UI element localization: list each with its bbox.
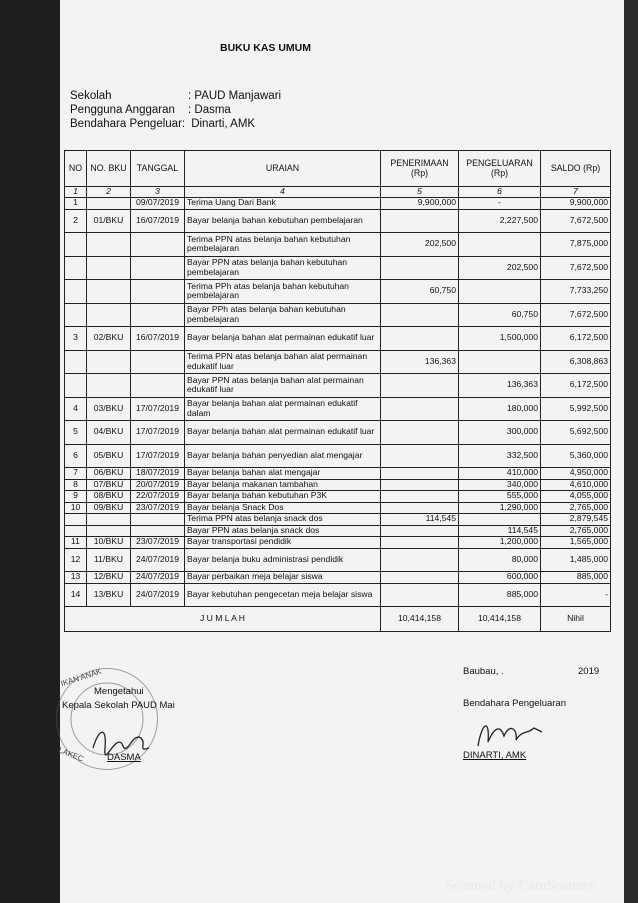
row-saldo: 6,172,500 (541, 327, 611, 351)
row-bku: 09/BKU (87, 502, 131, 514)
row-uraian: Bayar belanja bahan kebutuhan P3K (185, 491, 381, 503)
row-pengeluaran: 332,500 (459, 444, 541, 468)
row-pengeluaran: 1,500,000 (459, 327, 541, 351)
row-uraian: Bayar transportasi pendidik (185, 537, 381, 549)
row-pengeluaran: 60,750 (459, 303, 541, 327)
row-penerimaan: 9,900,000 (381, 198, 459, 210)
table-row (65, 374, 611, 398)
table-row (65, 327, 611, 351)
row-bku: 02/BKU (87, 327, 131, 351)
table-row (65, 256, 611, 280)
row-pengeluaran: 600,000 (459, 572, 541, 584)
col-number: 7 (541, 187, 611, 198)
row-bku: 04/BKU (87, 421, 131, 445)
row-no: 11 (65, 537, 87, 549)
row-uraian: Bayar belanja bahan alat permainan edukatif luar (185, 421, 381, 445)
column-number-row (65, 187, 611, 198)
row-tanggal (131, 233, 185, 257)
row-no: 2 (65, 209, 87, 233)
row-tanggal (131, 256, 185, 280)
row-no: 9 (65, 491, 87, 503)
info-label: Sekolah (70, 90, 112, 102)
row-pengeluaran: 80,000 (459, 548, 541, 572)
row-pengeluaran: 1,200,000 (459, 537, 541, 549)
row-bku (87, 280, 131, 304)
row-pengeluaran: 1,290,000 (459, 502, 541, 514)
row-penerimaan (381, 303, 459, 327)
row-no (65, 514, 87, 526)
row-no: 10 (65, 502, 87, 514)
scan-right-edge (624, 0, 638, 903)
col-header-pengeluaran: PENGELUARAN (Rp) (459, 151, 541, 187)
ledger-body (65, 198, 611, 607)
row-tanggal: 17/07/2019 (131, 444, 185, 468)
row-pengeluaran: 410,000 (459, 468, 541, 480)
row-tanggal (131, 280, 185, 304)
row-tanggal: 17/07/2019 (131, 421, 185, 445)
table-row (65, 233, 611, 257)
row-penerimaan (381, 583, 459, 607)
row-no: 13 (65, 572, 87, 584)
right-signatory-name: DINARTI, AMK (463, 750, 527, 761)
row-penerimaan (381, 491, 459, 503)
row-saldo: 7,733,250 (541, 280, 611, 304)
row-saldo: 9,900,000 (541, 198, 611, 210)
row-bku (87, 256, 131, 280)
row-no (65, 256, 87, 280)
row-tanggal (131, 525, 185, 537)
row-pengeluaran (459, 233, 541, 257)
row-tanggal: 24/07/2019 (131, 548, 185, 572)
camscanner-watermark: Scanned by CamScanner (445, 878, 595, 894)
row-pengeluaran: 2,227,500 (459, 209, 541, 233)
row-saldo: 2,765,000 (541, 525, 611, 537)
row-uraian: Bayar kebutuhan pengecetan meja belajar siswa (185, 583, 381, 607)
row-bku: 01/BKU (87, 209, 131, 233)
row-saldo: 1,485,000 (541, 548, 611, 572)
row-bku (87, 233, 131, 257)
table-row (65, 468, 611, 480)
table-row (65, 303, 611, 327)
info-bendahara (70, 118, 255, 130)
col-number: 2 (87, 187, 131, 198)
row-saldo: 1,565,000 (541, 537, 611, 549)
row-tanggal: 22/07/2019 (131, 491, 185, 503)
row-pengeluaran: 340,000 (459, 479, 541, 491)
table-row (65, 583, 611, 607)
row-no: 3 (65, 327, 87, 351)
row-uraian: Terima PPN atas belanja bahan alat permainan edukatif luar (185, 350, 381, 374)
row-bku: 06/BKU (87, 468, 131, 480)
table-row (65, 491, 611, 503)
row-no (65, 525, 87, 537)
row-pengeluaran: - (459, 198, 541, 210)
row-tanggal: 16/07/2019 (131, 209, 185, 233)
col-header-uraian: URAIAN (185, 151, 381, 187)
row-uraian: Bayar PPN atas belanja bahan alat permainan edukatif luar (185, 374, 381, 398)
row-pengeluaran: 300,000 (459, 421, 541, 445)
row-penerimaan (381, 421, 459, 445)
row-saldo: 5,360,000 (541, 444, 611, 468)
stamp-text-top: IKAN ANAK (59, 666, 103, 689)
row-no (65, 374, 87, 398)
row-saldo: 7,672,500 (541, 303, 611, 327)
row-no: 5 (65, 421, 87, 445)
row-uraian: Bayar belanja buku administrasi pendidik (185, 548, 381, 572)
row-uraian: Bayar belanja makanan tambahan (185, 479, 381, 491)
row-penerimaan (381, 468, 459, 480)
row-uraian: Bayar perbaikan meja belajar siswa (185, 572, 381, 584)
row-saldo: 7,875,000 (541, 233, 611, 257)
table-row (65, 421, 611, 445)
left-signatory-title-1: Mengetahui (94, 686, 144, 697)
table-row (65, 502, 611, 514)
row-saldo: - (541, 583, 611, 607)
row-bku (87, 525, 131, 537)
row-pengeluaran: 136,363 (459, 374, 541, 398)
table-row (65, 525, 611, 537)
row-bku: 10/BKU (87, 537, 131, 549)
row-bku (87, 374, 131, 398)
col-header-saldo: SALDO (Rp) (541, 151, 611, 187)
row-penerimaan (381, 572, 459, 584)
row-uraian: Bayar belanja Snack Dos (185, 502, 381, 514)
total-saldo: Nihil (541, 607, 611, 632)
row-no: 1 (65, 198, 87, 210)
info-pengguna-anggaran (70, 104, 231, 116)
row-bku: 03/BKU (87, 397, 131, 421)
table-row (65, 198, 611, 210)
row-tanggal: 23/07/2019 (131, 502, 185, 514)
scan-left-edge (0, 0, 60, 903)
info-value: Dinarti, AMK (188, 118, 256, 130)
row-tanggal (131, 374, 185, 398)
row-uraian: Terima PPN atas belanja snack dos (185, 514, 381, 526)
col-header-no: NO (65, 151, 87, 187)
row-tanggal: 23/07/2019 (131, 537, 185, 549)
col-number: 4 (185, 187, 381, 198)
info-value: : Dasma (188, 104, 231, 116)
row-penerimaan: 114,545 (381, 514, 459, 526)
row-uraian: Bayar PPh atas belanja bahan kebutuhan pembelajaran (185, 303, 381, 327)
row-penerimaan: 60,750 (381, 280, 459, 304)
total-row (65, 607, 611, 632)
row-uraian: Bayar belanja bahan alat permainan edukatif dalam (185, 397, 381, 421)
row-saldo: 885,000 (541, 572, 611, 584)
document-title: BUKU KAS UMUM (220, 42, 311, 54)
row-tanggal: 24/07/2019 (131, 572, 185, 584)
table-row (65, 397, 611, 421)
table-row (65, 444, 611, 468)
table-row (65, 479, 611, 491)
row-no (65, 350, 87, 374)
row-uraian: Terima Uang Dari Bank (185, 198, 381, 210)
row-tanggal: 20/07/2019 (131, 479, 185, 491)
row-no: 12 (65, 548, 87, 572)
row-saldo: 5,992,500 (541, 397, 611, 421)
row-penerimaan (381, 397, 459, 421)
table-row (65, 350, 611, 374)
row-no: 14 (65, 583, 87, 607)
row-tanggal (131, 350, 185, 374)
table-row (65, 572, 611, 584)
row-bku: 08/BKU (87, 491, 131, 503)
table-row (65, 280, 611, 304)
row-penerimaan (381, 256, 459, 280)
row-no: 8 (65, 479, 87, 491)
row-saldo: 2,765,000 (541, 502, 611, 514)
row-penerimaan (381, 444, 459, 468)
row-pengeluaran (459, 350, 541, 374)
total-pengeluaran: 10,414,158 (459, 607, 541, 632)
row-bku: 13/BKU (87, 583, 131, 607)
row-penerimaan (381, 374, 459, 398)
row-saldo: 4,950,000 (541, 468, 611, 480)
row-tanggal: 17/07/2019 (131, 397, 185, 421)
row-no (65, 233, 87, 257)
row-tanggal (131, 514, 185, 526)
row-bku: 07/BKU (87, 479, 131, 491)
row-pengeluaran: 180,000 (459, 397, 541, 421)
row-saldo: 4,055,000 (541, 491, 611, 503)
table-row (65, 209, 611, 233)
total-label: J U M L A H (65, 607, 381, 632)
row-saldo: 7,672,500 (541, 209, 611, 233)
row-no: 7 (65, 468, 87, 480)
row-uraian: Bayar belanja bahan penyedian alat mengajar (185, 444, 381, 468)
row-pengeluaran (459, 280, 541, 304)
row-tanggal: 24/07/2019 (131, 583, 185, 607)
row-penerimaan (381, 548, 459, 572)
row-penerimaan (381, 537, 459, 549)
row-uraian: Bayar belanja bahan kebutuhan pembelajaran (185, 209, 381, 233)
row-penerimaan (381, 479, 459, 491)
table-row (65, 537, 611, 549)
row-pengeluaran: 885,000 (459, 583, 541, 607)
row-uraian: Bayar belanja bahan alat permainan edukatif luar (185, 327, 381, 351)
col-number: 6 (459, 187, 541, 198)
row-uraian: Terima PPN atas belanja bahan kebutuhan pembelajaran (185, 233, 381, 257)
stamp-text-bottom: LAKEC (57, 745, 85, 764)
row-no: 6 (65, 444, 87, 468)
row-uraian: Bayar PPN atas belanja bahan kebutuhan pembelajaran (185, 256, 381, 280)
row-penerimaan (381, 502, 459, 514)
info-label: Pengguna Anggaran (70, 104, 175, 116)
col-number: 3 (131, 187, 185, 198)
table-row (65, 548, 611, 572)
row-saldo: 7,672,500 (541, 256, 611, 280)
cash-ledger-table (64, 150, 611, 632)
row-uraian: Bayar PPN atas belanja snack dos (185, 525, 381, 537)
row-saldo: 6,172,500 (541, 374, 611, 398)
col-number: 1 (65, 187, 87, 198)
place-date-city: Baubau, . (463, 666, 504, 677)
row-no: 4 (65, 397, 87, 421)
left-signatory-title-2: Kepala Sekolah PAUD Mai (62, 700, 175, 711)
row-penerimaan (381, 327, 459, 351)
row-uraian: Terima PPh atas belanja bahan kebutuhan pembelajaran (185, 280, 381, 304)
row-penerimaan (381, 209, 459, 233)
col-header-tanggal: TANGGAL (131, 151, 185, 187)
row-bku (87, 350, 131, 374)
row-tanggal: 09/07/2019 (131, 198, 185, 210)
row-bku (87, 514, 131, 526)
place-date-year: 2019 (578, 666, 600, 677)
info-sekolah (70, 90, 281, 102)
info-value: : PAUD Manjawari (188, 90, 282, 102)
row-bku: 12/BKU (87, 572, 131, 584)
row-saldo: 4,610,000 (541, 479, 611, 491)
header-row (65, 151, 611, 187)
row-pengeluaran (459, 514, 541, 526)
col-number: 5 (381, 187, 459, 198)
row-saldo: 2,879,545 (541, 514, 611, 526)
table-row (65, 514, 611, 526)
row-saldo: 6,308,863 (541, 350, 611, 374)
row-tanggal: 16/07/2019 (131, 327, 185, 351)
col-header-penerimaan: PENERIMAAN (Rp) (381, 151, 459, 187)
info-label: Bendahara Pengeluar: (70, 118, 186, 130)
col-header-bku: NO. BKU (87, 151, 131, 187)
row-uraian: Bayar belanja bahan alat mengajar (185, 468, 381, 480)
total-penerimaan: 10,414,158 (381, 607, 459, 632)
row-penerimaan: 202,500 (381, 233, 459, 257)
row-penerimaan: 136,363 (381, 350, 459, 374)
row-no (65, 303, 87, 327)
row-bku: 11/BKU (87, 548, 131, 572)
row-saldo: 5,692,500 (541, 421, 611, 445)
row-bku (87, 303, 131, 327)
left-signatory-name: DASMA (107, 752, 141, 763)
row-bku: 05/BKU (87, 444, 131, 468)
row-no (65, 280, 87, 304)
row-penerimaan (381, 525, 459, 537)
row-pengeluaran: 114,545 (459, 525, 541, 537)
row-bku (87, 198, 131, 210)
row-tanggal: 18/07/2019 (131, 468, 185, 480)
row-pengeluaran: 555,000 (459, 491, 541, 503)
right-signatory-title: Bendahara Pengeluaran (463, 698, 567, 709)
row-tanggal (131, 303, 185, 327)
row-pengeluaran: 202,500 (459, 256, 541, 280)
